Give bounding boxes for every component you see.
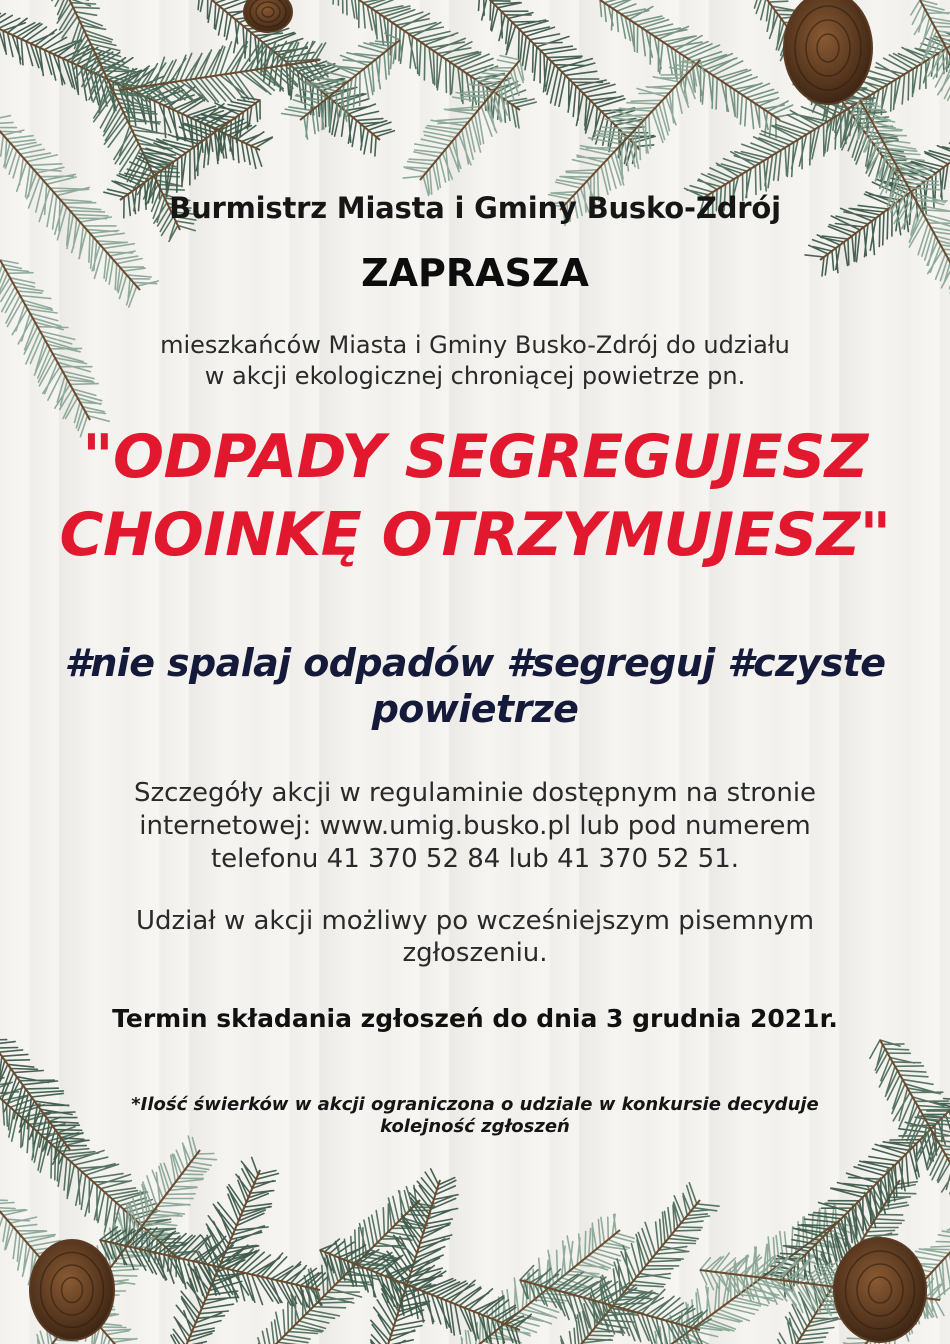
hashtags [10,640,940,732]
campaign-slogan [0,418,950,574]
invite-heading: ZAPRASZA [361,251,589,295]
details-line: Szczegóły akcji w regulaminie dostępnym na stronie [133,778,817,808]
deadline-text: Termin składania zgłoszeń do dnia 3 grudnia 2021r. [112,1004,838,1033]
intro-line: w akcji ekologicznej chroniącej powietrze pn. [204,362,746,390]
details-line: telefonu 41 370 52 84 lub 41 370 52 51. [210,844,740,874]
intro-text [0,330,950,392]
signup-line: zgłoszeniu. [402,938,548,968]
slogan-line: "ODPADY SEGREGUJESZ [82,422,868,492]
signup-line: Udział w akcji możliwy po wcześniejszym pisemnym [135,906,815,936]
details-text [0,777,950,876]
hashtag-line: #nie spalaj odpadów #segreguj #czyste [64,641,886,685]
details-line: internetowej: www.umig.busko.pl lub pod numerem [139,811,811,841]
hashtag-line: powietrze [371,687,579,731]
organizer-heading: Burmistrz Miasta i Gminy Busko-Zdrój [169,191,781,225]
footnote-line: kolejność zgłoszeń [380,1116,570,1137]
footnote [0,1094,950,1138]
intro-line: mieszkańców Miasta i Gminy Busko-Zdrój do udziału [160,331,790,359]
footnote-line: *Ilość świerków w akcji ograniczona o udziale w konkursie decyduje [131,1094,819,1115]
signup-text [0,905,950,969]
slogan-line: CHOINKĘ OTRZYMUJESZ" [59,500,891,570]
fir-branches-bottom-icon [0,1040,950,1344]
